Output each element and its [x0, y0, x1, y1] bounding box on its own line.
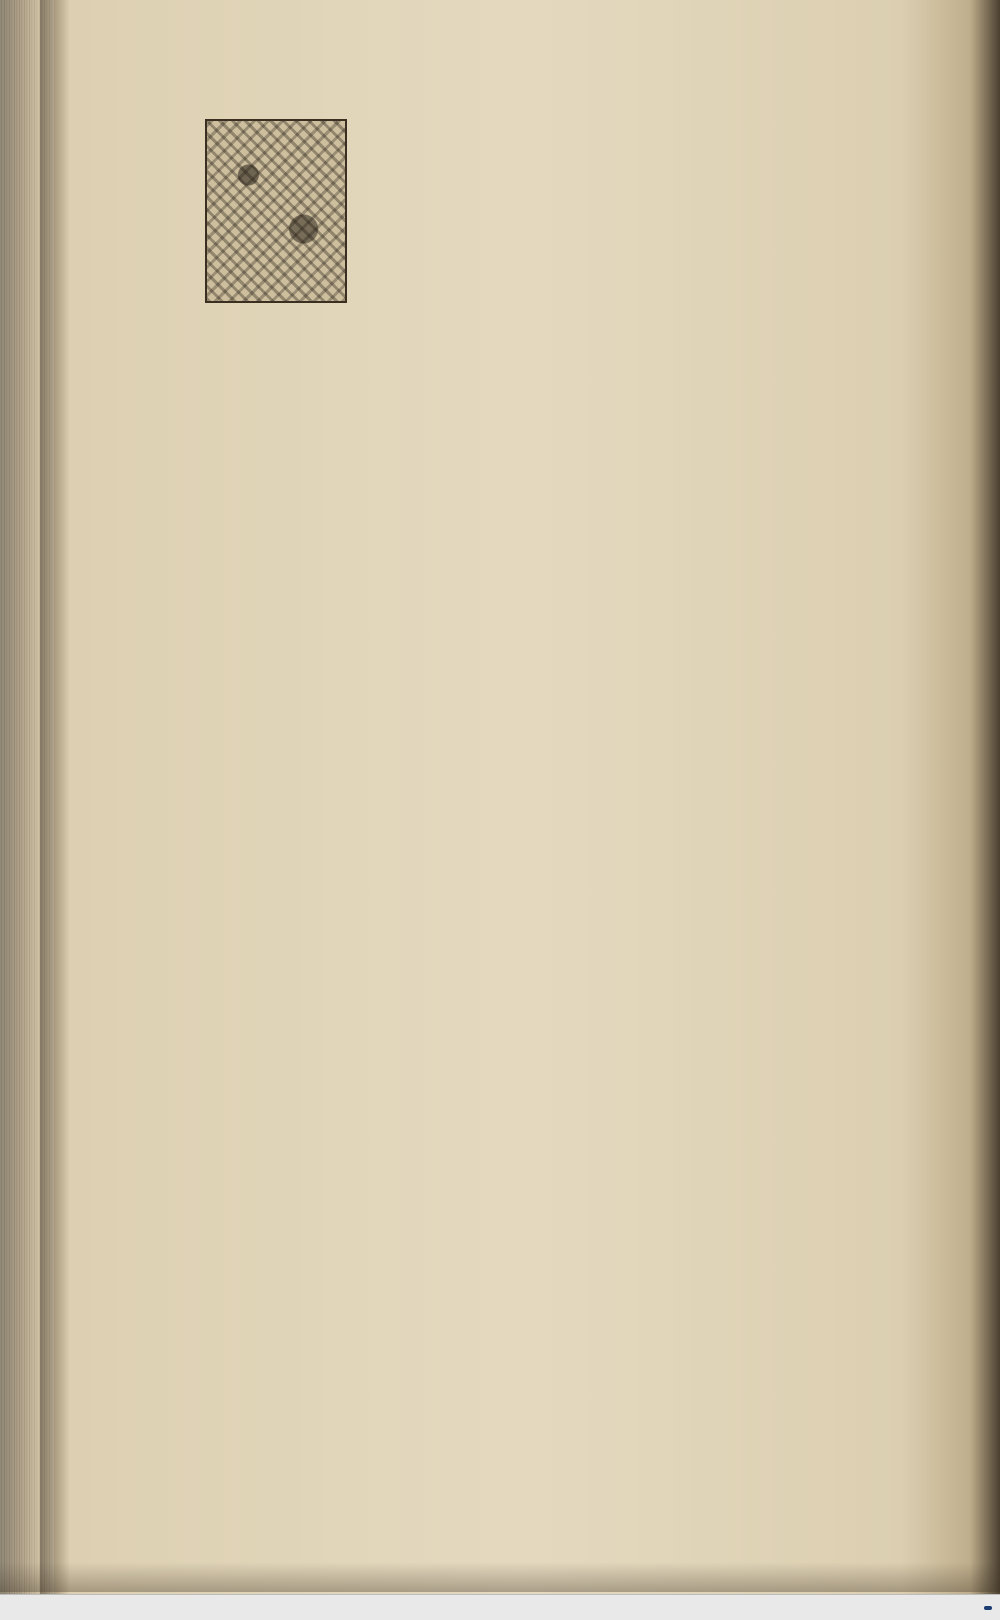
bottom-edge-shadow — [0, 1562, 1000, 1592]
text-block — [205, 105, 965, 119]
spine-shadow — [40, 0, 70, 1620]
drop-initial-ornament — [205, 119, 347, 303]
footer-bar — [0, 1594, 1000, 1620]
dfg-logo — [984, 1606, 992, 1610]
